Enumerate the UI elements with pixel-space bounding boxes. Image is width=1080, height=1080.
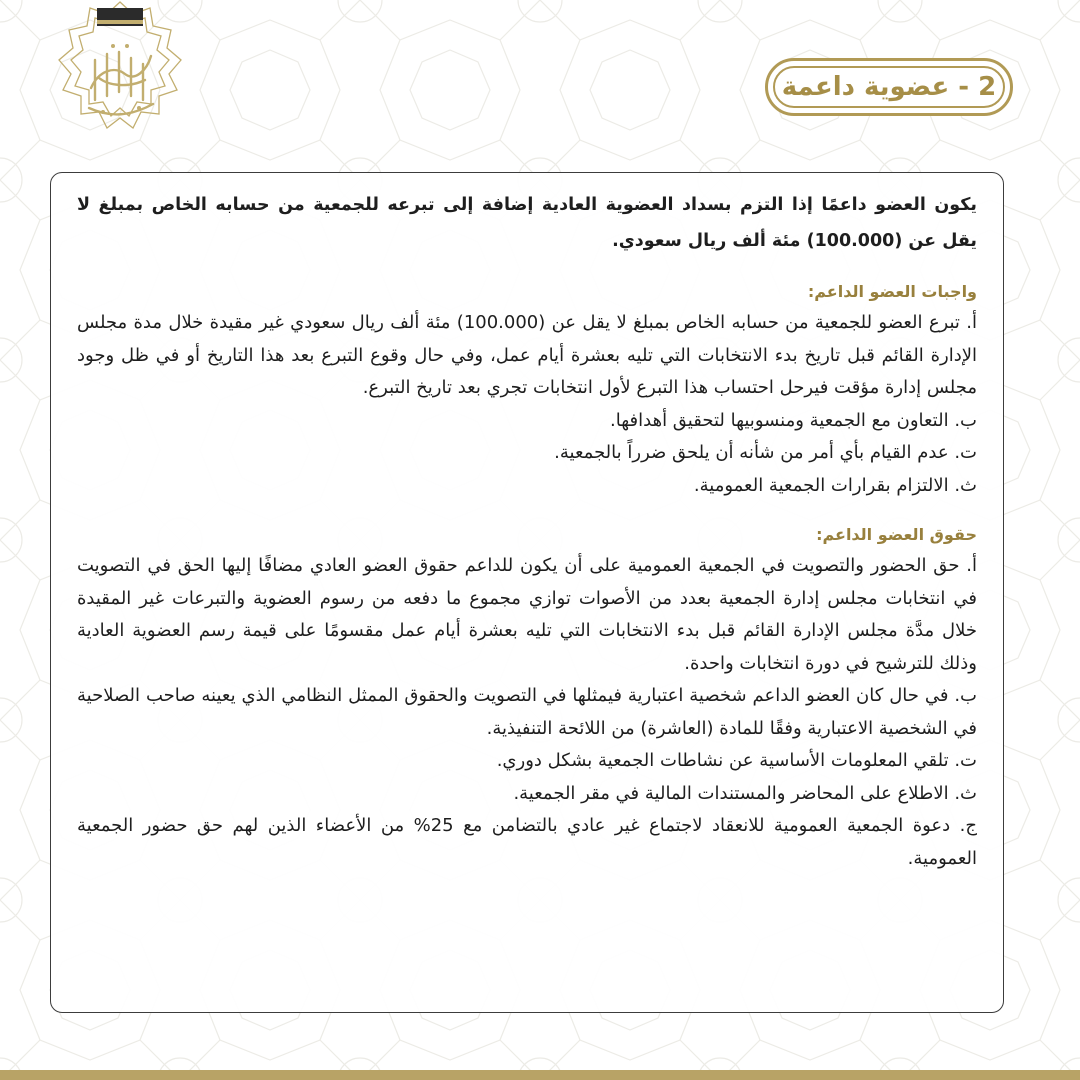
section-title-badge [765, 58, 1013, 116]
content-card [50, 172, 1004, 1013]
duties-heading: واجبات العضو الداعم: [807, 282, 977, 301]
section-title: 2 - عضوية داعمة [781, 72, 997, 102]
intro-paragraph: يكون العضو داعمًا إذا التزم بسداد العضوية العادية إضافة إلى تبرعه للجمعية من حسابه الخاص بمبلغ لا يقل عن (100.000) مئة ألف ريال سعودي. [77, 195, 977, 251]
duty-item-t: ت. عدم القيام بأي أمر من شأنه أن يلحق ضرراً بالجمعية. [554, 442, 977, 463]
duty-item-a: أ. تبرع العضو للجمعية من حسابه الخاص بمبلغ لا يقل عن (100.000) مئة ألف ريال سعودي غير مقيدة خلال مدة مجلس الإدارة القائم قبل تاريخ بدء الانتخابات التي تليه بعشرة أيام عمل، وفي حال وقوع التبرع بعد هذا التاريخ أو في ظل وجود مجلس إدارة مؤقت فيرحل احتساب هذا التبرع لأول انتخابات تجري بعد تاريخ التبرع. [77, 312, 977, 398]
kaaba-calligraphy-logo [55, 0, 185, 152]
card-content [77, 187, 977, 875]
right-item-j: ج. دعوة الجمعية العمومية للانعقاد لاجتماع غير عادي بالتضامن مع 25% من الأعضاء الذين لهم حق حضور الجمعية العمومية. [77, 815, 977, 869]
duty-item-th: ث. الالتزام بقرارات الجمعية العمومية. [693, 474, 977, 496]
rights-heading: حقوق العضو الداعم: [816, 525, 977, 544]
right-item-b: ب. في حال كان العضو الداعم شخصية اعتبارية فيمثلها في التصويت والحقوق الممثل النظامي الذي يعينه صاحب الصلاحية في الشخصية الاعتبارية وفقًا للمادة (العاشرة) من اللائحة التنفيذية. [77, 685, 977, 739]
bottom-gold-bar [0, 1070, 1080, 1080]
right-item-th: ث. الاطلاع على المحاضر والمستندات المالية في مقر الجمعية. [513, 782, 977, 804]
right-item-a: أ. حق الحضور والتصويت في الجمعية العمومية على أن يكون للداعم حقوق العضو العادي مضافًا إليها الحق في التصويت في انتخابات مجلس إدارة الجمعية بعدد من الأصوات توازي مجموع ما دفعه من رسوم العضوية والتبرعات غير المقيدة خلال مدَّة مجلس الإدارة القائم قبل بدء الانتخابات التي تليه بعشرة أيام عمل مقسومًا على قيمة رسم العضوية العادية وذلك للترشيح في دورة انتخابات واحدة. [77, 555, 977, 674]
duty-item-b: ب. التعاون مع الجمعية ومنسوبيها لتحقيق أهدافها. [610, 409, 977, 431]
right-item-t: ت. تلقي المعلومات الأساسية عن نشاطات الجمعية بشكل دوري. [496, 750, 977, 771]
